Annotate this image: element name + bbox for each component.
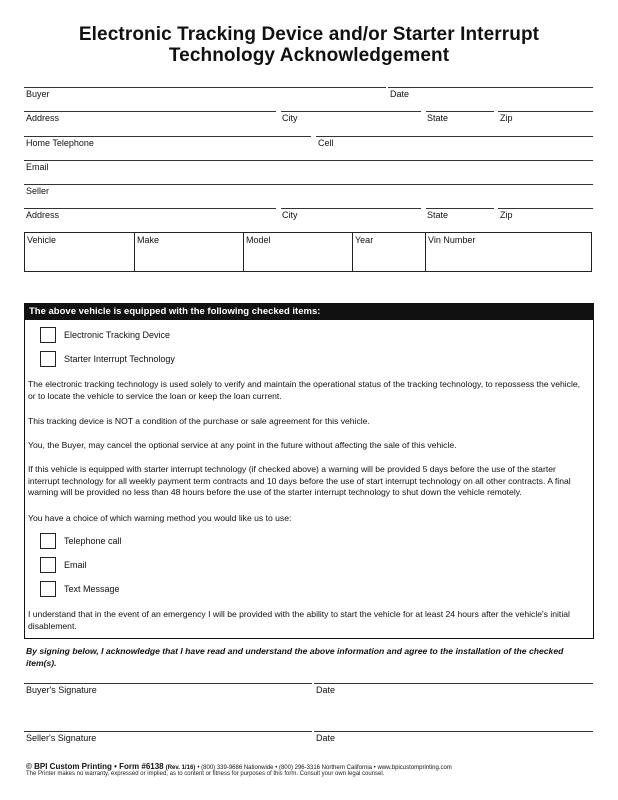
warning-method-prompt: You have a choice of which warning method you would like us to use: xyxy=(28,513,292,523)
form-title-line-1: Electronic Tracking Device and/or Starter Interrupt xyxy=(78,24,540,45)
vin-number-cell[interactable] xyxy=(425,233,591,271)
footer-revision: (Rev. 1/16) xyxy=(165,765,196,771)
buyer-state-line[interactable] xyxy=(426,111,494,112)
telephone-call-checkbox[interactable] xyxy=(40,533,56,549)
electronic-tracking-checkbox[interactable] xyxy=(40,327,56,343)
electronic-tracking-label: Electronic Tracking Device xyxy=(64,330,171,340)
seller-signature-date-label: Date xyxy=(316,733,336,743)
seller-zip-line[interactable] xyxy=(498,208,593,209)
footer-brand: © BPI Custom Printing • Form #6138 xyxy=(26,762,164,771)
emergency-start-text: I understand that in the event of an emergency I will be provided with the ability to start the vehicle for at least 24 hours after the vehicle's initial disablement. xyxy=(28,609,570,631)
equipment-section xyxy=(24,303,594,639)
cell-line[interactable] xyxy=(316,136,593,137)
footer-contact: • (800) 339-9686 Nationwide • (800) 296-3316 Northern California • www.bpicustomprinting.com xyxy=(197,765,452,771)
form-title-line-2: Technology Acknowledgement xyxy=(168,45,450,66)
date-line[interactable] xyxy=(388,87,593,88)
email-line[interactable] xyxy=(24,160,593,161)
seller-signature-line[interactable] xyxy=(24,731,312,732)
buyer-line[interactable] xyxy=(24,87,386,88)
seller-address-label: Address xyxy=(26,210,60,220)
model-header: Model xyxy=(246,235,271,245)
seller-state-line[interactable] xyxy=(426,208,494,209)
buyer-signature-label: Buyer's Signature xyxy=(26,685,97,695)
seller-city-label: City xyxy=(282,210,298,220)
footer-disclaimer: The Printer makes no warranty, expressed or implied, as to content or fitness for purposes of this form. Consult your own legal counsel. xyxy=(26,771,385,777)
equipment-section-header: The above vehicle is equipped with the following checked items: xyxy=(25,304,593,320)
make-cell[interactable] xyxy=(134,233,243,271)
not-a-condition-text: This tracking device is NOT a condition of the purchase or sale agreement for this vehicle. xyxy=(28,416,370,426)
cell-label: Cell xyxy=(318,138,334,148)
seller-city-line[interactable] xyxy=(281,208,421,209)
seller-label: Seller xyxy=(26,186,50,196)
buyer-zip-line[interactable] xyxy=(498,111,593,112)
email-label: Email xyxy=(26,162,49,172)
buyer-address-line[interactable] xyxy=(24,111,276,112)
form-title xyxy=(0,24,618,66)
vehicle-header: Vehicle xyxy=(27,235,57,245)
buyer-address-label: Address xyxy=(26,113,60,123)
seller-address-line[interactable] xyxy=(24,208,276,209)
vehicle-cell[interactable] xyxy=(25,233,134,271)
model-cell[interactable] xyxy=(243,233,352,271)
starter-interrupt-checkbox[interactable] xyxy=(40,351,56,367)
tracking-purpose-text: The electronic tracking technology is used solely to verify and maintain the operational status of the tracking technology, to repossess the vehicle, or to locate the vehicle to service the loan or keep the loan current. xyxy=(28,379,581,401)
text-message-checkbox[interactable] xyxy=(40,581,56,597)
seller-zip-label: Zip xyxy=(500,210,513,220)
seller-signature-label: Seller's Signature xyxy=(26,733,97,743)
cancel-service-text: You, the Buyer, may cancel the optional service at any point in the future without affecting the sale of this vehicle. xyxy=(28,440,457,450)
seller-signature-date-line[interactable] xyxy=(314,731,593,732)
home-telephone-label: Home Telephone xyxy=(26,138,94,148)
starter-interrupt-label: Starter Interrupt Technology xyxy=(64,354,175,364)
vehicle-table xyxy=(24,232,592,272)
email-option-label: Email xyxy=(64,560,87,570)
buyer-city-label: City xyxy=(282,113,298,123)
year-header: Year xyxy=(355,235,374,245)
vin-number-header: Vin Number xyxy=(428,235,476,245)
buyer-signature-date-label: Date xyxy=(316,685,336,695)
telephone-call-label: Telephone call xyxy=(64,536,122,546)
year-cell[interactable] xyxy=(352,233,425,271)
home-telephone-line[interactable] xyxy=(24,136,311,137)
buyer-city-line[interactable] xyxy=(281,111,421,112)
acknowledgement-text: By signing below, I acknowledge that I have read and understand the above information and agree to the installation of the checked item(s). xyxy=(26,646,564,668)
make-header: Make xyxy=(137,235,160,245)
buyer-label: Buyer xyxy=(26,89,50,99)
buyer-state-label: State xyxy=(427,113,449,123)
seller-line[interactable] xyxy=(24,184,593,185)
buyer-signature-line[interactable] xyxy=(24,683,312,684)
warning-notice-text: If this vehicle is equipped with starter interrupt technology (if checked above) a warning will be provided 5 days before the use of the starter interrupt technology for all weekly payment term contracts and 10 days before the use of start interrupt technology on all other contracts. A final warning will be provided no less than 48 hours before the use of the starter interrupt technology to shut down the vehicle remotely. xyxy=(28,464,571,497)
buyer-signature-date-line[interactable] xyxy=(314,683,593,684)
buyer-zip-label: Zip xyxy=(500,113,513,123)
text-message-label: Text Message xyxy=(64,584,120,594)
email-checkbox[interactable] xyxy=(40,557,56,573)
seller-state-label: State xyxy=(427,210,449,220)
date-label: Date xyxy=(390,89,410,99)
